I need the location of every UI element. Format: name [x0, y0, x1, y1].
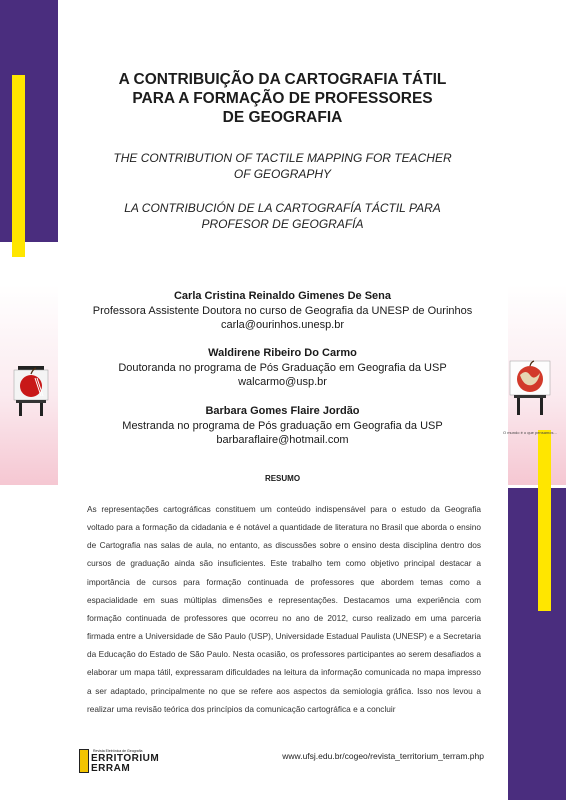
easel-apple-map-illustration [506, 355, 554, 417]
title-spanish [80, 200, 485, 232]
author-email[interactable]: walcarmo@usp.br [238, 376, 327, 388]
title-line: OF GEOGRAPHY [233, 167, 332, 181]
footer-url[interactable]: www.ufsj.edu.br/cogeo/revista_territorium_terram.php [282, 751, 484, 761]
author-affiliation: Mestranda no programa de Pós graduação em Geografia da USP [122, 419, 443, 432]
abstract-text: As representações cartográficas constituem um conteúdo indispensável para o estudo da Geografia voltado para a formação da cidadania e é notável a quantidade de literatura no Brasil que aborda o ensino de Cartografia nas salas de aula, no entanto, as discussões sobre o ensino desta disciplina dentro dos cursos de graduação ainda são insuficientes. Este trabalho tem como objetivo principal destacar a importância de cursos para formação continuada de professores que abordem temas como a espacialidade em suas múltiplas dimensões e representações. Destacamos uma experiência com formação continuada de professores que ocorreu no ano de 2012, curso realizado em uma parceria firmada entre a Universidade de São Paulo (USP), Universidade Estadual Paulista (UNESP) e a Secretaria da Educação do Estado de São Paulo. Nesta ocasião, os professores participantes ao serem desafiados a elaborar um mapa tátil, expressaram dificuldades na leitura da informação comunicada no mapa impresso a ser adaptado, principalmente no que se refere aos aspectos da semiologia gráfica. Isso nos levou a realizar uma revisão teórica dos princípios da comunicação cartográfica e a concluir [87, 504, 481, 714]
right-yellow-stripe [538, 430, 551, 611]
title-english [80, 150, 485, 182]
author-block [70, 289, 495, 333]
author-block [70, 404, 495, 448]
logo-word-territorium: ERRITORIUM [91, 753, 160, 764]
title-line: DE GEOGRAFIA [222, 109, 343, 126]
easel-caption: O mundo é o que pensamos... [503, 430, 557, 435]
easel-apple-illustration [6, 358, 54, 418]
author-name: Barbara Gomes Flaire Jordão [205, 405, 360, 417]
author-email[interactable]: barbaraflaire@hotmail.com [216, 434, 349, 446]
author-name: Carla Cristina Reinaldo Gimenes De Sena [173, 290, 392, 302]
logo-tagline: Revista Eletrônica de Geografia [93, 749, 143, 753]
title-portuguese [80, 70, 485, 127]
author-block [70, 346, 495, 390]
title-line: PARA A FORMAÇÃO DE PROFESSORES [132, 90, 433, 107]
resumo-heading: RESUMO [264, 474, 301, 483]
logo-word-terram: ERRAM [91, 763, 131, 774]
logo-mark [79, 749, 89, 773]
title-line: THE CONTRIBUTION OF TACTILE MAPPING FOR TEACHER [113, 151, 452, 165]
author-email[interactable]: carla@ourinhos.unesp.br [220, 319, 345, 331]
journal-logo [79, 749, 169, 777]
left-purple-band [0, 0, 58, 242]
left-yellow-stripe [12, 75, 25, 257]
author-affiliation: Professora Assistente Doutora no curso de Geografia da UNESP de Ourinhos [92, 304, 473, 317]
title-line: PROFESOR DE GEOGRAFÍA [201, 217, 364, 231]
title-line: A CONTRIBUIÇÃO DA CARTOGRAFIA TÁTIL [118, 71, 447, 88]
author-affiliation: Doutoranda no programa de Pós Graduação em Geografia da USP [118, 361, 447, 374]
author-name: Waldirene Ribeiro Do Carmo [208, 347, 357, 359]
right-purple-band [508, 488, 566, 800]
title-line: LA CONTRIBUCIÓN DE LA CARTOGRAFÍA TÁCTIL PARA [124, 201, 441, 215]
